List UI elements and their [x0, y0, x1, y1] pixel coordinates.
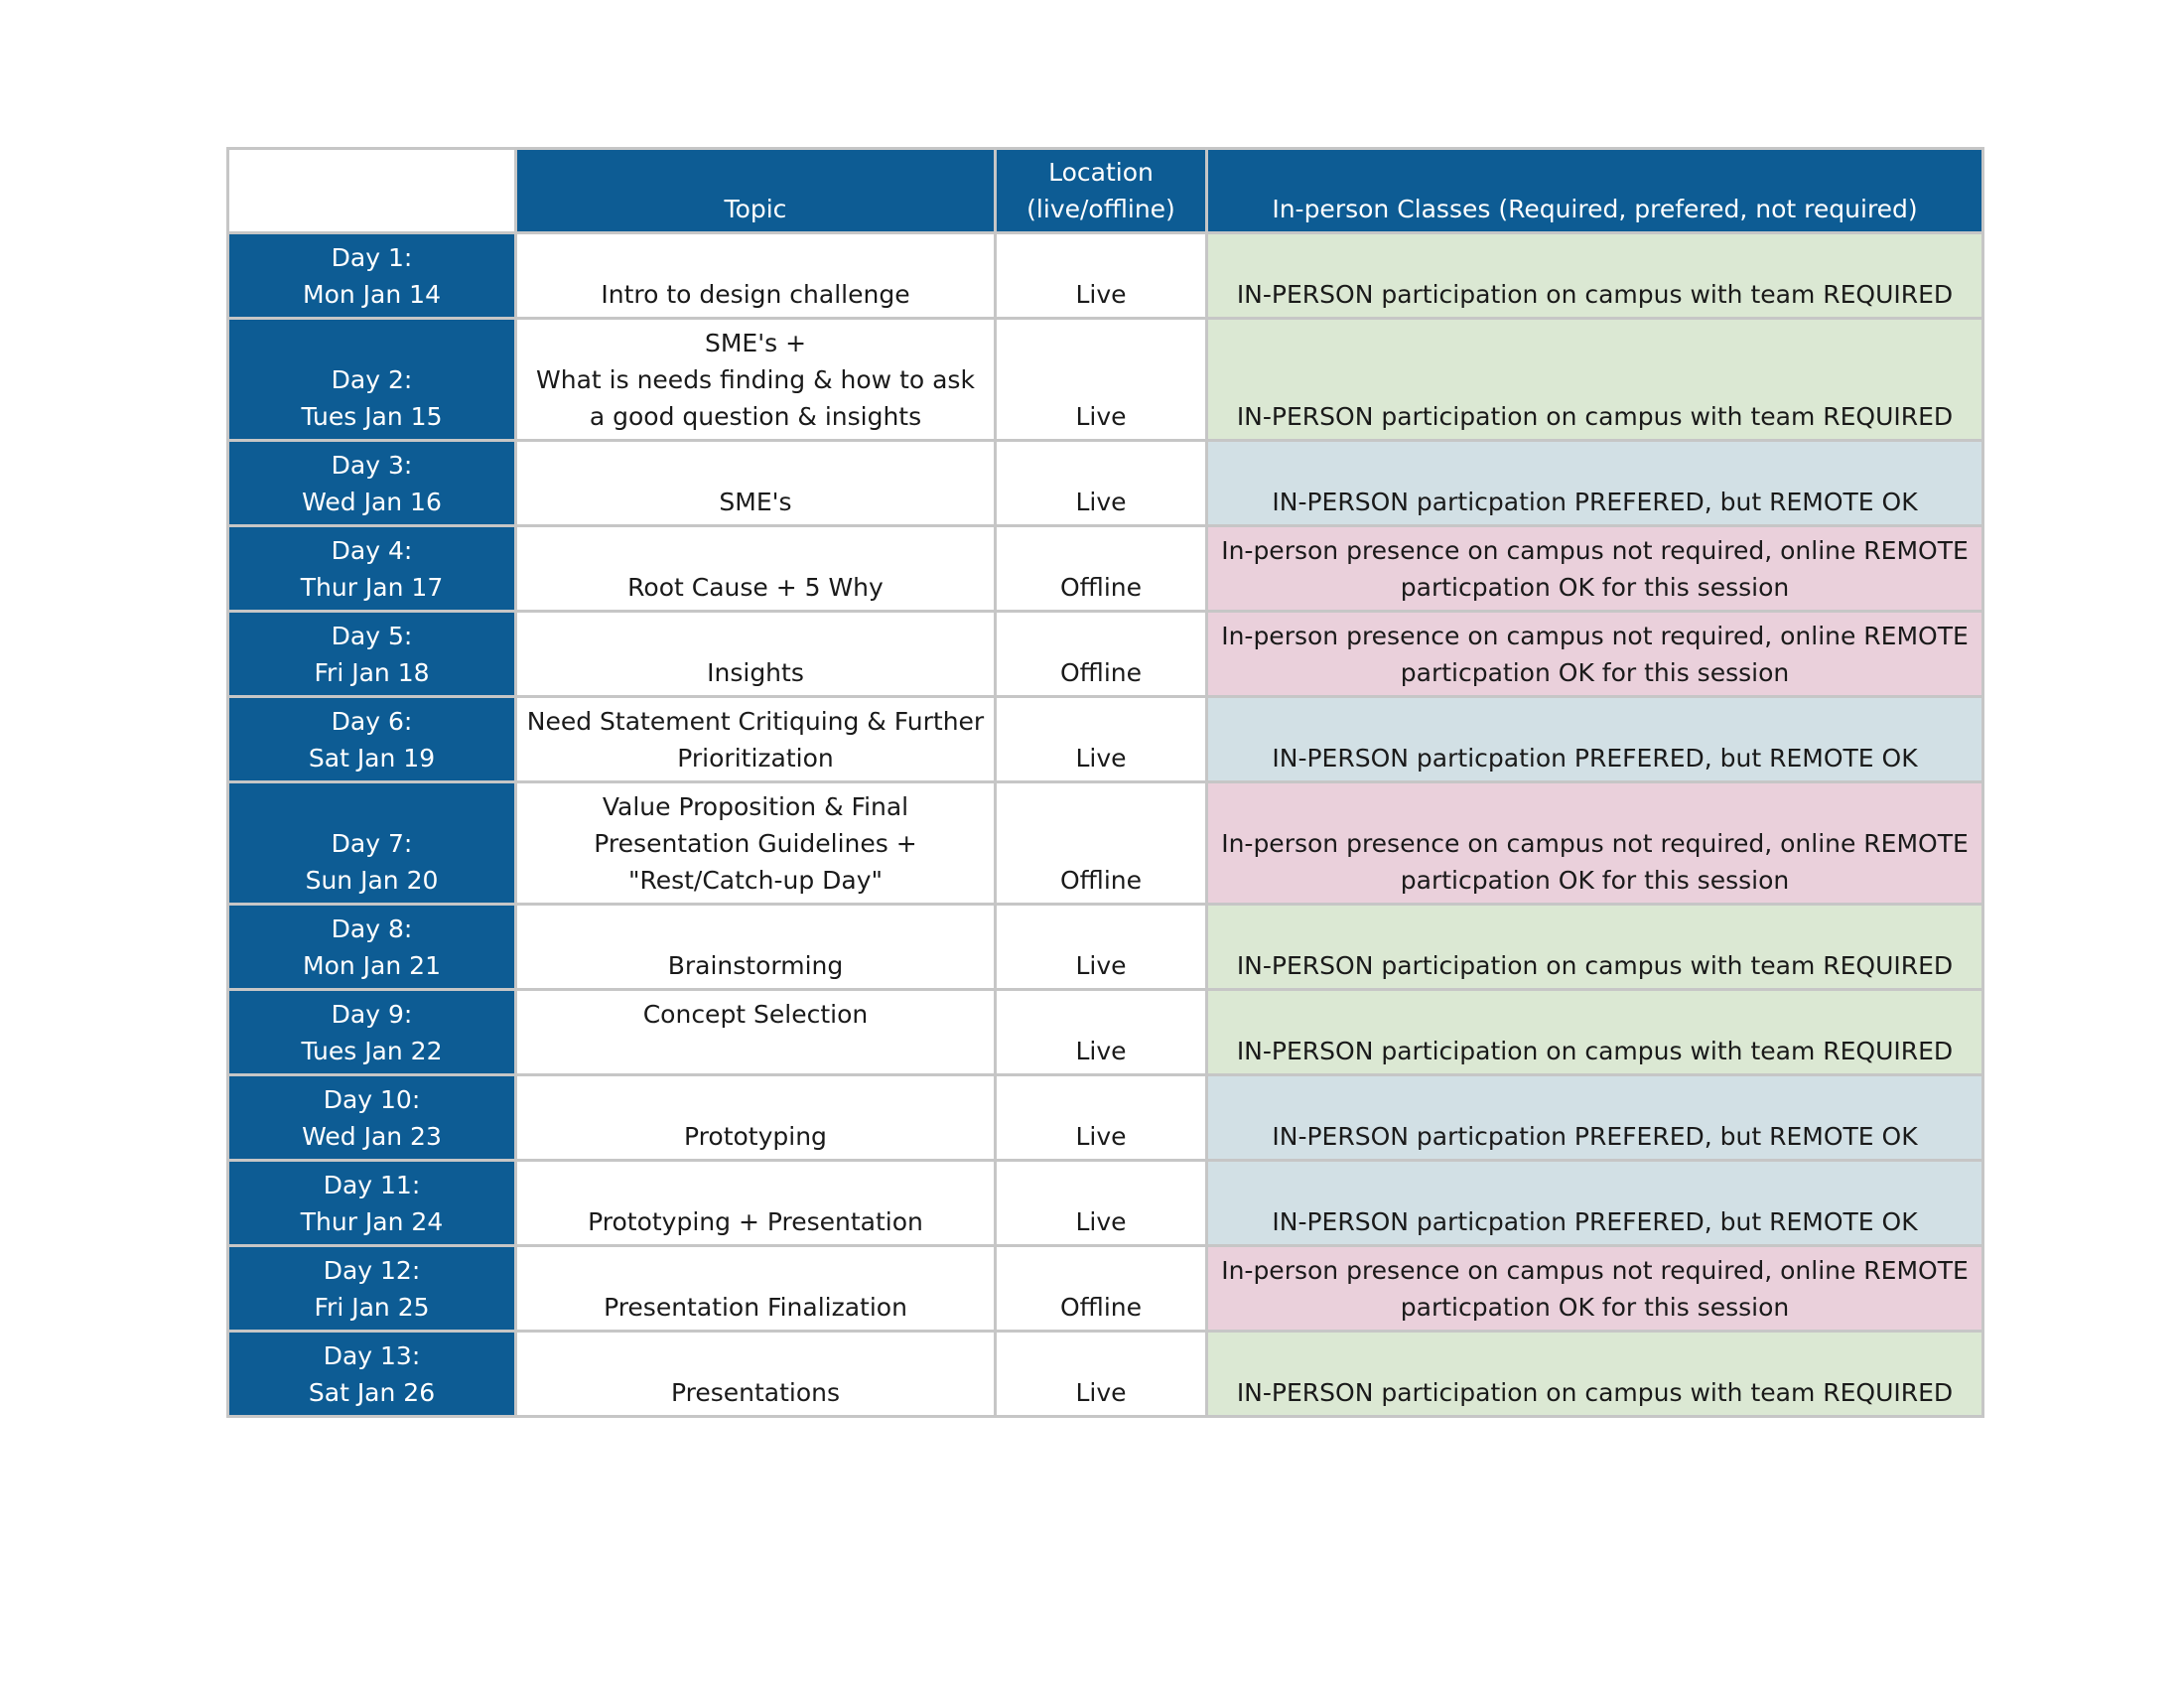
day-cell	[228, 1075, 516, 1161]
topic-line: Intro to design challenge	[601, 280, 910, 309]
topic-line: Insights	[707, 658, 804, 687]
day-label: Day 4:	[331, 536, 413, 565]
table-row	[228, 905, 1983, 990]
day-label: Day 5:	[331, 622, 413, 650]
class-requirement-cell	[1207, 233, 1983, 319]
table-row	[228, 1075, 1983, 1161]
class-requirement-line: IN-PERSON participation on campus with team REQUIRED	[1236, 402, 1954, 431]
schedule-table-header	[228, 149, 1983, 233]
topic-cell	[516, 905, 996, 990]
day-date: Mon Jan 21	[303, 951, 441, 980]
class-requirement-line: particpation OK for this session	[1400, 866, 1790, 895]
day-date: Mon Jan 14	[303, 280, 441, 309]
day-label: Day 11:	[323, 1171, 421, 1199]
class-requirement-line: particpation OK for this session	[1400, 573, 1790, 602]
location-cell: Live	[996, 697, 1207, 782]
topic-cell	[516, 441, 996, 526]
day-label: Day 2:	[331, 365, 413, 394]
topic-line: Prioritization	[677, 744, 834, 773]
day-cell	[228, 697, 516, 782]
class-requirement-line: particpation OK for this session	[1400, 1293, 1790, 1322]
day-date: Fri Jan 25	[314, 1293, 430, 1322]
day-date: Tues Jan 22	[301, 1037, 443, 1065]
topic-cell	[516, 1332, 996, 1417]
table-row	[228, 990, 1983, 1075]
topic-cell	[516, 233, 996, 319]
table-row	[228, 233, 1983, 319]
topic-line: Prototyping + Presentation	[588, 1207, 923, 1236]
table-row	[228, 697, 1983, 782]
day-label: Day 3:	[331, 451, 413, 480]
location-cell: Live	[996, 441, 1207, 526]
class-requirement-cell	[1207, 990, 1983, 1075]
location-cell: Offline	[996, 782, 1207, 905]
day-label: Day 6:	[331, 707, 413, 736]
topic-line: What is needs finding & how to ask	[536, 365, 975, 394]
class-requirement-cell	[1207, 612, 1983, 697]
topic-cell	[516, 1161, 996, 1246]
table-row	[228, 1246, 1983, 1332]
day-label: Day 1:	[331, 243, 413, 272]
day-label: Day 8:	[331, 914, 413, 943]
day-cell	[228, 233, 516, 319]
topic-cell	[516, 782, 996, 905]
topic-cell	[516, 319, 996, 441]
day-date: Sun Jan 20	[305, 866, 439, 895]
class-requirement-line: In-person presence on campus not required, online REMOTE	[1221, 829, 1969, 858]
table-row	[228, 1161, 1983, 1246]
day-label: Day 13:	[323, 1341, 421, 1370]
class-requirement-cell	[1207, 526, 1983, 612]
topic-line: SME's +	[704, 329, 807, 357]
class-requirement-line: In-person presence on campus not required, online REMOTE	[1221, 536, 1969, 565]
class-requirement-line: IN-PERSON participation on campus with team REQUIRED	[1236, 951, 1954, 980]
class-requirement-cell	[1207, 1332, 1983, 1417]
location-cell: Offline	[996, 612, 1207, 697]
topic-line: Need Statement Critiquing & Further	[526, 707, 985, 736]
day-date: Wed Jan 23	[302, 1122, 442, 1151]
class-requirement-line: IN-PERSON particpation PREFERED, but REMOTE OK	[1272, 488, 1918, 516]
topic-cell	[516, 1246, 996, 1332]
schedule-table-body	[228, 233, 1983, 1417]
day-cell	[228, 1161, 516, 1246]
day-cell	[228, 612, 516, 697]
location-cell: Live	[996, 990, 1207, 1075]
day-cell	[228, 1332, 516, 1417]
header-classes: In-person Classes (Required, prefered, not required)	[1207, 149, 1983, 233]
table-row	[228, 612, 1983, 697]
day-cell	[228, 905, 516, 990]
header-location-line-2: (live/offline)	[1026, 195, 1175, 223]
location-cell: Live	[996, 905, 1207, 990]
topic-line: Brainstorming	[667, 951, 844, 980]
class-requirement-line: particpation OK for this session	[1400, 658, 1790, 687]
topic-line: "Rest/Catch-up Day"	[627, 866, 884, 895]
class-requirement-cell	[1207, 1075, 1983, 1161]
day-cell	[228, 990, 516, 1075]
topic-line: a good question & insights	[589, 402, 922, 431]
class-requirement-cell	[1207, 1161, 1983, 1246]
class-requirement-line: IN-PERSON particpation PREFERED, but REMOTE OK	[1272, 744, 1918, 773]
topic-line: Presentation Finalization	[604, 1293, 907, 1322]
location-cell: Live	[996, 319, 1207, 441]
header-blank-cell	[228, 149, 516, 233]
topic-cell	[516, 990, 996, 1075]
class-requirement-cell	[1207, 905, 1983, 990]
table-row	[228, 782, 1983, 905]
class-requirement-line: IN-PERSON particpation PREFERED, but REMOTE OK	[1272, 1207, 1918, 1236]
topic-line: Concept Selection	[642, 1000, 869, 1029]
header-location-line-1: Location	[1048, 158, 1154, 187]
day-cell	[228, 782, 516, 905]
class-requirement-line: In-person presence on campus not required, online REMOTE	[1221, 1256, 1969, 1285]
day-date: Fri Jan 18	[314, 658, 430, 687]
location-cell: Offline	[996, 526, 1207, 612]
schedule-table	[226, 147, 1984, 1418]
topic-cell	[516, 612, 996, 697]
topic-line: Prototyping	[684, 1122, 827, 1151]
class-requirement-line: In-person presence on campus not required, online REMOTE	[1221, 622, 1969, 650]
table-row	[228, 1332, 1983, 1417]
location-cell: Offline	[996, 1246, 1207, 1332]
header-location	[996, 149, 1207, 233]
day-date: Wed Jan 16	[302, 488, 442, 516]
table-row	[228, 319, 1983, 441]
day-label: Day 12:	[323, 1256, 421, 1285]
day-date: Sat Jan 26	[308, 1378, 436, 1407]
day-date: Thur Jan 17	[300, 573, 444, 602]
topic-line: SME's	[719, 488, 792, 516]
topic-line: Value Proposition & Final	[602, 792, 909, 821]
topic-cell	[516, 697, 996, 782]
class-requirement-line: IN-PERSON participation on campus with team REQUIRED	[1236, 1378, 1954, 1407]
class-requirement-cell	[1207, 319, 1983, 441]
location-cell: Live	[996, 1332, 1207, 1417]
class-requirement-line: IN-PERSON participation on campus with team REQUIRED	[1236, 280, 1954, 309]
class-requirement-cell	[1207, 1246, 1983, 1332]
location-cell: Live	[996, 1161, 1207, 1246]
day-date: Sat Jan 19	[308, 744, 436, 773]
class-requirement-cell	[1207, 441, 1983, 526]
day-label: Day 7:	[331, 829, 413, 858]
topic-line: Presentation Guidelines +	[594, 829, 917, 858]
day-cell	[228, 1246, 516, 1332]
day-label: Day 9:	[331, 1000, 413, 1029]
class-requirement-line: IN-PERSON particpation PREFERED, but REMOTE OK	[1272, 1122, 1918, 1151]
day-date: Thur Jan 24	[300, 1207, 444, 1236]
topic-cell	[516, 1075, 996, 1161]
topic-line: Root Cause + 5 Why	[627, 573, 884, 602]
day-cell	[228, 319, 516, 441]
day-cell	[228, 441, 516, 526]
table-row	[228, 441, 1983, 526]
header-row	[228, 149, 1983, 233]
topic-line	[521, 1033, 990, 1069]
class-requirement-cell	[1207, 697, 1983, 782]
day-cell	[228, 526, 516, 612]
class-requirement-cell	[1207, 782, 1983, 905]
location-cell: Live	[996, 233, 1207, 319]
class-requirement-line: IN-PERSON participation on campus with team REQUIRED	[1236, 1037, 1954, 1065]
schedule-sheet	[226, 147, 1981, 1418]
header-topic: Topic	[516, 149, 996, 233]
day-label: Day 10:	[323, 1085, 421, 1114]
topic-line: Presentations	[670, 1378, 841, 1407]
location-cell: Live	[996, 1075, 1207, 1161]
table-row	[228, 526, 1983, 612]
day-date: Tues Jan 15	[301, 402, 443, 431]
topic-cell	[516, 526, 996, 612]
